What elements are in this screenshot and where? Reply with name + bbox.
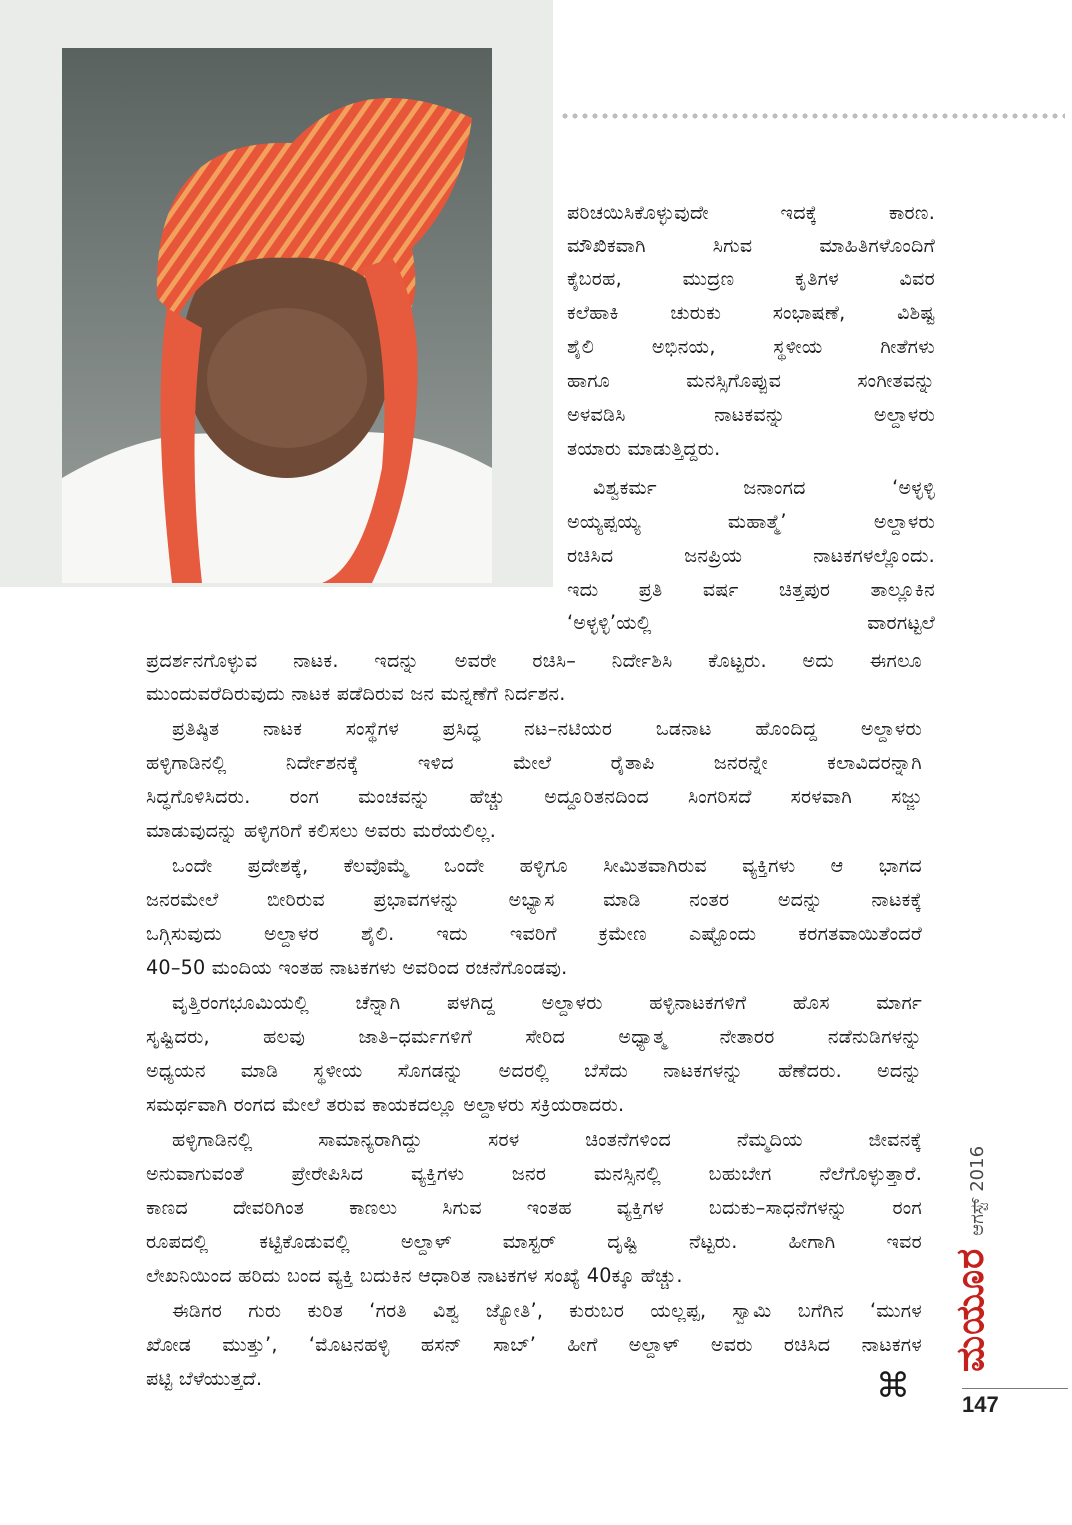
article-line: ಅಳವಡಿಸಿ ನಾಟಕವನ್ನು ಅಲ್ದಾಳರು <box>567 403 935 426</box>
article-line: ಪ್ರತಿಷ್ಠಿತ ನಾಟಕ ಸಂಸ್ಥೆಗಳ ಪ್ರಸಿದ್ಧ ನಟ–ನಟಿಯರ ಒಡನಾಟ ಹೊಂದಿದ್ದ ಅಲ್ದಾಳರು <box>172 717 922 740</box>
article-line: ಕಾಣದ ದೇವರಿಗಿಂತ ಕಾಣಲು ಸಿಗುವ ಇಂತಹ ವ್ಯಕ್ತಿಗಳ ಬದುಕು–ಸಾಧನೆಗಳನ್ನು ರಂಗ <box>146 1196 922 1219</box>
article-line: ರೂಪದಲ್ಲಿ ಕಟ್ಟಿಕೊಡುವಲ್ಲಿ ಅಲ್ದಾಳ್ ಮಾಸ್ಟರ್ ದೃಷ್ಟಿ ನೆಟ್ಟರು. ಹೀಗಾಗಿ ಇವರ <box>146 1230 922 1253</box>
article-line: ವಿಶ್ವಕರ್ಮ ಜನಾಂಗದ ‘ಅಳ್ಳಳ್ಳಿ <box>593 476 935 499</box>
article-line: ಕೈಬರಹ, ಮುದ್ರಣ ಕೃತಿಗಳ ವಿವರ <box>567 267 935 290</box>
article-line: ‘ಅಳ್ಳಳ್ಳಿ’ಯಲ್ಲಿ ವಾರಗಟ್ಟಲೆ <box>567 611 935 634</box>
article-line: ಕಲೆಹಾಕಿ ಚುರುಕು ಸಂಭಾಷಣೆ, ವಿಶಿಷ್ಟ <box>567 301 935 324</box>
article-line: ಹಳ್ಳಿಗಾಡಿನಲ್ಲಿ ನಿರ್ದೇಶನಕ್ಕೆ ಇಳಿದ ಮೇಲೆ ರೈತಾಪಿ ಜನರನ್ನೇ ಕಲಾವಿದರನ್ನಾಗಿ <box>146 751 922 774</box>
article-line: ತಯಾರು ಮಾಡುತ್ತಿದ್ದರು. <box>567 437 721 460</box>
article-line: ಪ್ರದರ್ಶನಗೊಳ್ಳುವ ನಾಟಕ. ಇದನ್ನು ಅವರೇ ರಚಿಸಿ– ನಿರ್ದೇಶಿಸಿ ಕೊಟ್ಟರು. ಅದು ಈಗಲೂ <box>146 649 922 672</box>
article-line: ಜನರಮೇಲೆ ಬೀರಿರುವ ಪ್ರಭಾವಗಳನ್ನು ಅಭ್ಯಾಸ ಮಾಡಿ ನಂತರ ಅದನ್ನು ನಾಟಕಕ್ಕೆ <box>146 888 922 911</box>
issue-date: ಆಗಸ್ಟ್ 2016 <box>967 1145 988 1236</box>
dotted-divider <box>560 112 1065 120</box>
article-line: ಒಗ್ಗಿಸುವುದು ಅಲ್ದಾಳರ ಶೈಲಿ. ಇದು ಇವರಿಗೆ ಕ್ರಮೇಣ ಎಷ್ಟೊಂದು ಕರಗತವಾಯಿತೆಂದರೆ <box>146 922 922 945</box>
article-line: ಹಾಗೂ ಮನಸ್ಸಿಗೊಪ್ಪುವ ಸಂಗೀತವನ್ನು <box>567 369 935 392</box>
article-line: ಅಯ್ಯಪ್ಪಯ್ಯ ಮಹಾತ್ಮೆ’ ಅಲ್ದಾಳರು <box>567 510 935 533</box>
article-line: ಶೈಲಿ ಅಭಿನಯ, ಸ್ಥಳೀಯ ಗೀತೆಗಳು <box>567 335 935 358</box>
article-line: ಸಮರ್ಥವಾಗಿ ರಂಗದ ಮೇಲೆ ತರುವ ಕಾಯಕದಲ್ಲೂ ಅಲ್ದಾಳರು ಸಕ್ರಿಯರಾದರು. <box>146 1093 625 1116</box>
article-line: ಸಿದ್ಧಗೊಳಿಸಿದರು. ರಂಗ ಮಂಚವನ್ನು ಹೆಚ್ಚು ಅದ್ದೂರಿತನದಿಂದ ಸಿಂಗರಿಸದೆ ಸರಳವಾಗಿ ಸಜ್ಜು <box>146 785 922 808</box>
article-line: ಹಳ್ಳಿಗಾಡಿನಲ್ಲಿ ಸಾಮಾನ್ಯರಾಗಿದ್ದು ಸರಳ ಚಿಂತನೆಗಳಿಂದ ನೆಮ್ಮದಿಯ ಜೀವನಕ್ಕೆ <box>172 1128 922 1151</box>
article-line: ಇದು ಪ್ರತಿ ವರ್ಷ ಚಿತ್ತಪುರ ತಾಲ್ಲೂಕಿನ <box>567 578 935 601</box>
article-line: ಮುಂದುವರೆದಿರುವುದು ನಾಟಕ ಪಡೆದಿರುವ ಜನ ಮನ್ನಣೆಗೆ ನಿರ್ದಶನ. <box>146 682 566 705</box>
photo-frame <box>0 0 553 587</box>
article-line: ರಚಿಸಿದ ಜನಪ್ರಿಯ ನಾಟಕಗಳಲ್ಲೊಂದು. <box>567 544 935 567</box>
article-line: ಒಂದೇ ಪ್ರದೇಶಕ್ಕೆ, ಕೆಲವೊಮ್ಮೆ ಒಂದೇ ಹಳ್ಳಿಗೂ ಸೀಮಿತವಾಗಿರುವ ವ್ಯಕ್ತಿಗಳು ಆ ಭಾಗದ <box>172 854 922 877</box>
article-line: ಸೃಷ್ಟಿದರು, ಹಲವು ಜಾತಿ–ಧರ್ಮಗಳಿಗೆ ಸೇರಿದ ಅಧ್ಯಾತ್ಮ ನೇತಾರರ ನಡೆನುಡಿಗಳನ್ನು <box>146 1025 922 1048</box>
end-of-article-icon: ⌘ <box>876 1366 910 1406</box>
page-number-rule <box>962 1388 1068 1389</box>
article-line: ಮಾಡುವುದನ್ನು ಹಳ್ಳಿಗರಿಗೆ ಕಲಿಸಲು ಅವರು ಮರೆಯಲಿಲ್ಲ. <box>146 819 497 842</box>
article-line: ಈಡಿಗರ ಗುರು ಕುರಿತ ‘ಗರತಿ ವಿಶ್ವ ಜ್ಯೋತಿ’, ಕುರುಬರ ಯಲ್ಲಪ್ಪ, ಸ್ವಾಮಿ ಬಗೆಗಿನ ‘ಮುಗಳ <box>172 1299 922 1322</box>
magazine-masthead <box>950 1146 990 1372</box>
portrait-photo <box>62 48 492 583</box>
article-line: ಪಟ್ಟಿ ಬೆಳೆಯುತ್ತದೆ. <box>146 1367 263 1390</box>
page-number: 147 <box>962 1392 999 1417</box>
article-line: ಅನುವಾಗುವಂತೆ ಪ್ರೇರೇಪಿಸಿದ ವ್ಯಕ್ತಿಗಳು ಜನರ ಮನಸ್ಸಿನಲ್ಲಿ ಬಹುಬೇಗ ನೆಲೆಗೊಳ್ಳುತ್ತಾರೆ. <box>146 1162 922 1185</box>
article-line: ಅಧ್ಯಯನ ಮಾಡಿ ಸ್ಥಳೀಯ ಸೊಗಡನ್ನು ಅದರಲ್ಲಿ ಬೆಸೆದು ನಾಟಕಗಳನ್ನು ಹೆಣೆದರು. ಅದನ್ನು <box>146 1059 922 1082</box>
article-line: ವೃತ್ತಿರಂಗಭೂಮಿಯಲ್ಲಿ ಚೆನ್ನಾಗಿ ಪಳಗಿದ್ದ ಅಲ್ದಾಳರು ಹಳ್ಳಿನಾಟಕಗಳಿಗೆ ಹೊಸ ಮಾರ್ಗ <box>172 991 922 1014</box>
article-line: 40–50 ಮಂದಿಯ ಇಂತಹ ನಾಟಕಗಳು ಅವರಿಂದ ರಚನೆಗೊಂಡವು. <box>146 956 568 979</box>
article-line: ಪರಿಚಯಿಸಿಕೊಳ್ಳುವುದೇ ಇದಕ್ಕೆ ಕಾರಣ. <box>567 201 935 224</box>
magazine-name: ಮಯೂರ <box>948 1247 992 1372</box>
article-line: ಲೇಖನಿಯಿಂದ ಹರಿದು ಬಂದ ವ್ಯಕ್ತಿ ಬದುಕಿನ ಆಧಾರಿತ ನಾಟಕಗಳ ಸಂಖ್ಯೆ 40ಕ್ಕೂ ಹೆಚ್ಚು. <box>146 1264 683 1287</box>
article-line: ಮೌಖಿಕವಾಗಿ ಸಿಗುವ ಮಾಹಿತಿಗಳೊಂದಿಗೆ <box>567 234 935 257</box>
article-line: ಖೋಡ ಮುತ್ತು’, ‘ಮೊಟನಹಳ್ಳಿ ಹಸನ್ ಸಾಬ್’ ಹೀಗೆ ಅಲ್ದಾಳ್ ಅವರು ರಚಿಸಿದ ನಾಟಕಗಳ <box>146 1333 922 1356</box>
